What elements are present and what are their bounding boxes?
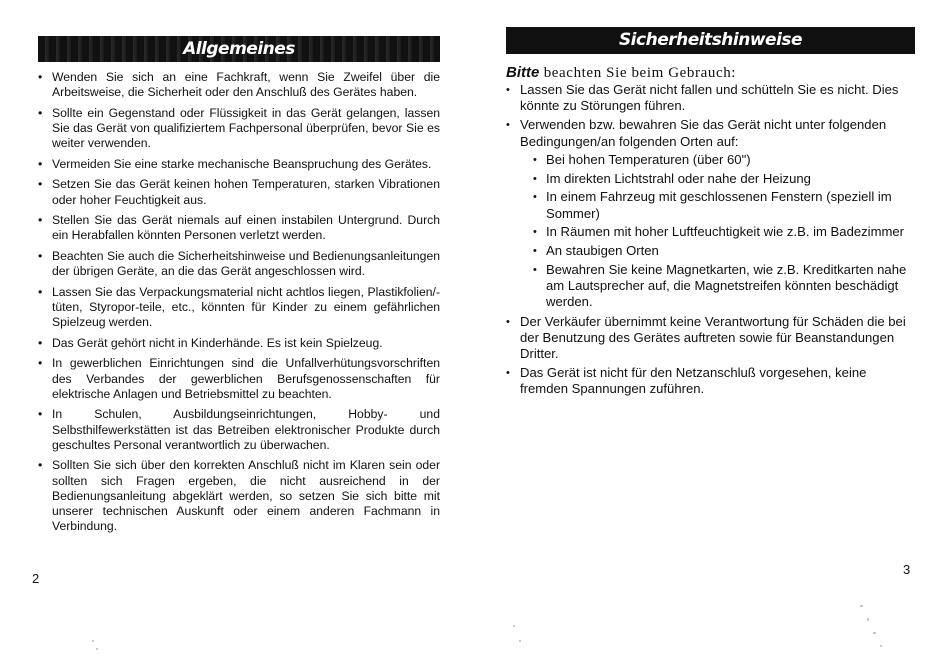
sub-list-item: • In Räumen mit hoher Luftfeuchtigkeit wie z.B. im Badezimmer xyxy=(520,224,915,240)
page-number-right: 3 xyxy=(903,562,911,577)
general-notes-list xyxy=(38,70,440,540)
list-item: • Der Verkäufer übernimmt keine Verantwortung für Schäden die bei der Benutzung des Gerätes auftreten sowie für Beanstandungen Dritter. xyxy=(506,314,915,363)
sub-list-item: • In einem Fahrzeug mit geschlossenen Fenstern (speziell im Sommer) xyxy=(520,189,915,221)
page-number-left: 2 xyxy=(32,571,40,586)
list-item: • In Schulen, Ausbildungseinrichtungen, Hobby- und Selbsthilfewerkstätten ist das Betreiben elektronischer Produkte durch geschultes Personal verantwortlich zu überwachen. xyxy=(38,407,440,453)
list-item: • Das Gerät gehört nicht in Kinderhände. Es ist kein Spielzeug. xyxy=(38,336,440,351)
scan-speck xyxy=(873,632,876,634)
sub-list-item: • An staubigen Orten xyxy=(520,243,915,259)
intro-text: beachten Sie beim Gebrauch: xyxy=(539,65,737,81)
list-item: • Lassen Sie das Verpackungsmaterial nicht achtlos liegen, Plastikfolien/-tüten, Styropor-teile, etc., könnten für Kinder zu einem gefährlichen Spielzeug werden. xyxy=(38,285,440,331)
list-item: • Sollten Sie sich über den korrekten Anschluß nicht im Klaren sein oder sollten sich Fragen ergeben, die nicht ausreichend in der Bedienungsanleitung abgeklärt werden, so setzen Sie sich bitte mit unserer technischen Auskunft oder einem anderen Fachmann in Verbindung. xyxy=(38,458,440,534)
scan-speck xyxy=(519,640,521,642)
list-item: • Setzen Sie das Gerät keinen hohen Temperaturen, starken Vibrationen oder hoher Feuchtigkeit aus. xyxy=(38,177,440,207)
scan-speck xyxy=(880,645,882,647)
list-item-text: Verwenden bzw. bewahren Sie das Gerät nicht unter folgenden Bedingungen/an folgenden Orten auf: xyxy=(520,117,887,149)
scan-speck xyxy=(860,605,863,607)
sub-list-item: • Bei hohen Temperaturen (über 60") xyxy=(520,152,915,168)
list-item: • Stellen Sie das Gerät niemals auf einen instabilen Untergrund. Durch ein Herabfallen könnten Personen verletzt werden. xyxy=(38,213,440,243)
scan-speck xyxy=(96,648,98,650)
list-item: • Beachten Sie auch die Sicherheitshinweise und Bedienungsanleitungen der übrigen Geräte, an die das Gerät angeschlossen wird. xyxy=(38,249,440,279)
intro-bold: Bitte xyxy=(506,64,540,81)
scan-speck xyxy=(867,618,869,621)
section-heading-allgemeines: Allgemeines xyxy=(38,36,440,62)
conditions-sublist xyxy=(520,152,915,311)
section-heading-sicherheitshinweise: Sicherheitshinweise xyxy=(506,27,915,54)
scan-speck xyxy=(513,625,515,627)
sub-list-item: • Bewahren Sie keine Magnetkarten, wie z.B. Kreditkarten nahe am Lautsprecher auf, die Magnetstreifen könnten beschädigt werden. xyxy=(520,262,915,311)
safety-notes-list xyxy=(506,82,915,401)
list-item: • Das Gerät ist nicht für den Netzanschluß vorgesehen, keine fremden Spannungen zuführen. xyxy=(506,365,915,397)
list-item: • Vermeiden Sie eine starke mechanische Beanspruchung des Gerätes. xyxy=(38,157,440,172)
right-page xyxy=(475,0,950,670)
list-item: • Wenden Sie sich an eine Fachkraft, wenn Sie Zweifel über die Arbeitsweise, die Sicherheit oder den Anschluß des Gerätes haben. xyxy=(38,70,440,100)
sub-list-item: • Im direkten Lichtstrahl oder nahe der Heizung xyxy=(520,171,915,187)
list-item xyxy=(506,117,915,310)
scan-speck xyxy=(92,640,94,642)
list-item: • In gewerblichen Einrichtungen sind die Unfallverhütungsvorschriften des Verbandes der gewerblichen Berufsgenossenschaften für elektrische Anlagen und Betriebsmittel zu beachten. xyxy=(38,356,440,402)
list-item: • Lassen Sie das Gerät nicht fallen und schütteln Sie es nicht. Dies könnte zu Störungen führen. xyxy=(506,82,915,114)
list-item: • Sollte ein Gegenstand oder Flüssigkeit in das Gerät gelangen, lassen Sie das Gerät von qualifiziertem Fachpersonal überprüfen, bevor Sie es weiter verwenden. xyxy=(38,106,440,152)
intro-line xyxy=(506,64,915,82)
